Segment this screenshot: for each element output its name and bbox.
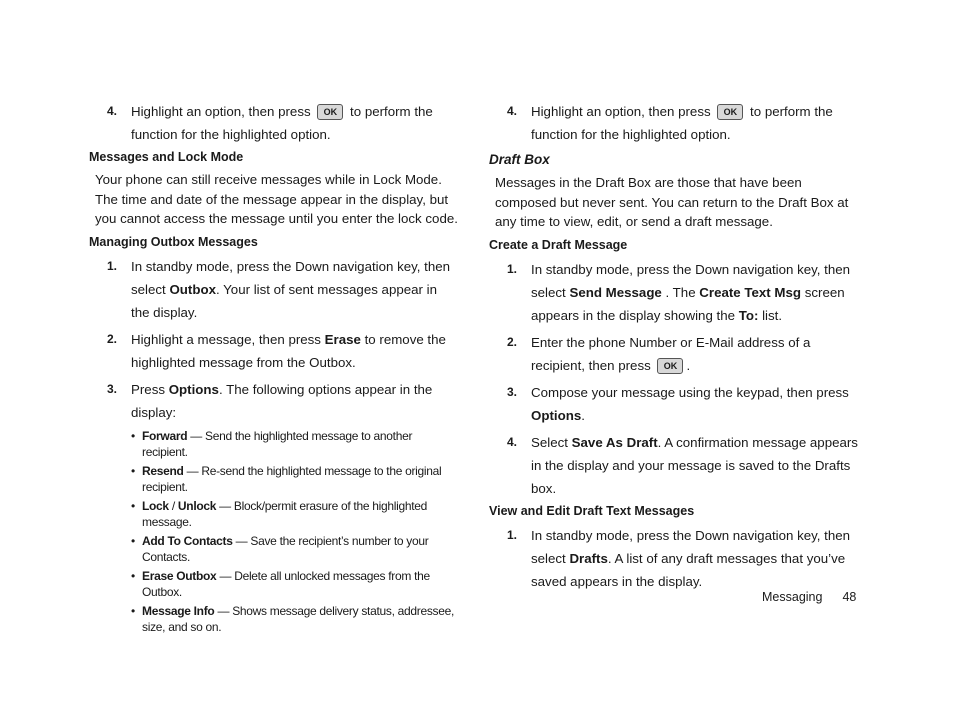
step-number: 1. [107,258,118,273]
step-text: . Your list of sent messages appear in the display. [131,281,438,320]
option-name: Forward [142,428,188,443]
step-text: . A confirmation message appears in the display and your message is saved to the Drafts box. [531,434,858,496]
step-text: list. [758,307,783,323]
bullet: • [131,463,135,478]
step-number: 4. [507,104,518,118]
heading-messages-lock-mode: Messages and Lock Mode [89,150,244,164]
step-text: screen appears in the display showing the [531,284,845,323]
bullet: • [131,533,135,548]
list-item [131,533,459,565]
key-save-as-draft: Save As Draft [571,434,658,450]
option-desc: — Block/permit erasure of the highlighted message. [142,498,427,529]
step-text: to perform the function for the highlighted option. [131,104,433,142]
step-text: Highlight a message, then press [131,331,321,347]
heading-managing-outbox: Managing Outbox Messages [89,234,258,249]
heading-view-edit-drafts: View and Edit Draft Text Messages [489,503,695,518]
step-1-create [489,258,859,327]
step-4-create [489,431,859,500]
step-number: 2. [107,331,118,346]
step-number: 3. [507,384,518,399]
step-text: to perform the function for the highlighted option. [531,104,833,142]
step-4-left [89,100,459,146]
option-name: Resend [142,463,184,478]
step-text: In standby mode, press the Down navigation key, then select [131,258,451,297]
list-item [131,568,459,600]
step-text: In standby mode, press the Down navigation key, then select [531,527,851,566]
option-desc: — Save the recipient’s number to your Contacts. [142,533,429,564]
step-number: 4. [107,104,118,118]
heading-draft-box: Draft Box [489,152,550,167]
ok-key-icon: OK [317,104,343,120]
step-text: Highlight an option, then press [531,104,711,119]
step-3-outbox [89,378,459,424]
bullet: • [131,498,135,513]
step-text: Select [531,434,568,450]
bullet: • [131,428,135,443]
key-outbox: Outbox [169,281,216,297]
list-item [131,603,459,635]
step-number: 4. [507,434,518,449]
key-to: To: [738,307,759,323]
key-send-message: Send Message [569,284,662,300]
step-text: . [686,357,691,373]
lock-mode-paragraph: Your phone can still receive messages while in Lock Mode. The time and date of the message appear in the display, but you cannot access the message until you enter the lock code. [95,172,458,226]
list-item [131,463,459,495]
ok-key-icon: OK [657,358,683,374]
step-2-outbox [89,328,459,374]
right-column [489,100,859,597]
key-create-text-msg: Create Text Msg [699,284,802,300]
option-name: Erase Outbox [142,568,217,583]
step-text: to remove the highlighted message from the Outbox. [131,331,446,370]
step-text: . The [661,284,700,300]
left-column [89,100,459,638]
draft-box-paragraph: Messages in the Draft Box are those that have been composed but never sent. You can return to the Draft Box at any time to view, edit, or send a draft message. [495,175,849,229]
step-text: . The following options appear in the display: [131,381,433,420]
key-drafts: Drafts [569,550,608,566]
page-footer [762,590,856,604]
option-desc: — Re-send the highlighted message to the original recipient. [142,463,442,494]
step-text: . A list of any draft messages that you’ve saved appears in the display. [531,550,846,589]
step-number: 1. [507,261,518,276]
list-item [131,498,459,530]
option-desc: — Delete all unlocked messages from the Outbox. [142,568,430,599]
step-4-right [489,100,859,146]
step-1-outbox [89,255,459,324]
key-options: Options [168,381,219,397]
key-erase: Erase [324,331,361,347]
option-name: Lock [142,498,169,513]
key-options: Options [531,407,582,423]
step-1-view [489,524,859,593]
option-name: Message Info [142,603,215,618]
step-text: Press [131,381,165,397]
option-desc: — Shows message delivery status, addressee, size, and so on. [142,603,455,634]
step-number: 2. [507,334,518,349]
bullet: • [131,603,135,618]
ok-key-icon: OK [717,104,743,120]
step-number: 3. [107,381,118,396]
heading-create-draft: Create a Draft Message [489,237,628,252]
step-text: Enter the phone Number or E-Mail address of a recipient, then press [531,334,811,373]
step-text: . [581,407,585,423]
footer-section: Messaging [762,590,823,604]
bullet: • [131,568,135,583]
step-3-create [489,381,859,427]
step-2-create [489,331,859,377]
options-list [131,428,459,635]
option-desc: — Send the highlighted message to another recipient. [142,428,413,459]
page-number: 48 [842,590,857,604]
step-number: 1. [507,527,518,542]
step-text: Highlight an option, then press [131,104,311,119]
option-name: Add To Contacts [142,533,233,548]
option-sep: / [168,498,178,513]
step-text: In standby mode, press the Down navigation key, then select [531,261,851,300]
list-item [131,428,459,460]
option-name: Unlock [177,498,217,513]
step-text: Compose your message using the keypad, then press [531,384,849,400]
